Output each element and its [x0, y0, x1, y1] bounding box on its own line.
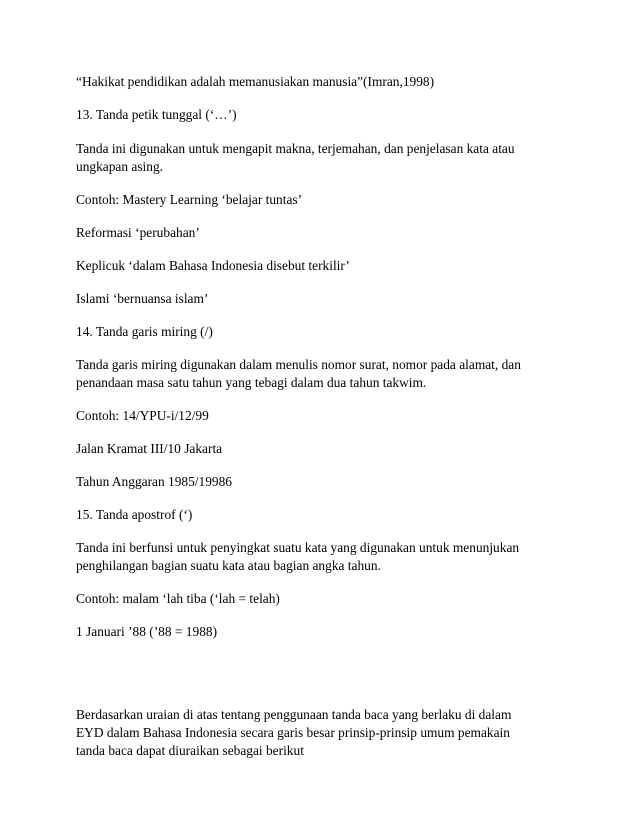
conclusion-line-2: EYD dalam Bahasa Indonesia secara garis besar prinsip-prinsip umum pemakain [76, 725, 510, 740]
example-14-3: Tahun Anggaran 1985/19986 [76, 474, 233, 489]
example-14-1: Contoh: 14/YPU-i/12/99 [76, 408, 209, 423]
example-15-2: 1 Januari ’88 (’88 = 1988) [76, 624, 218, 639]
example-13-4: Islami ‘bernuansa islam’ [76, 291, 209, 306]
paragraph-15-line-1: Tanda ini berfunsi untuk penyingkat suatu kata yang digunakan untuk menunjukan [76, 540, 520, 555]
heading-14: 14. Tanda garis miring (/) [76, 324, 213, 339]
example-13-2: Reformasi ‘perubahan’ [76, 225, 200, 240]
paragraph-13-line-2: ungkapan asing. [76, 159, 164, 174]
example-13-3: Keplicuk ‘dalam Bahasa Indonesia disebut terkilir’ [76, 258, 350, 273]
example-15-1: Contoh: malam ‘lah tiba (‘lah = telah) [76, 591, 280, 606]
paragraph-14-line-2: penandaan masa satu tahun yang tebagi dalam dua tahun takwim. [76, 375, 427, 390]
paragraph-14-line-1: Tanda garis miring digunakan dalam menulis nomor surat, nomor pada alamat, dan [76, 357, 521, 372]
example-13-1: Contoh: Mastery Learning ‘belajar tuntas’ [76, 192, 303, 207]
quote-line: “Hakikat pendidikan adalah memanusiakan manusia”(Imran,1998) [76, 74, 435, 89]
conclusion-line-1: Berdasarkan uraian di atas tentang penggunaan tanda baca yang berlaku di dalam [76, 707, 512, 722]
conclusion-line-3: tanda baca dapat diuraikan sebagai berikut [76, 743, 304, 758]
heading-15: 15. Tanda apostrof (‘) [76, 507, 193, 522]
example-14-2: Jalan Kramat III/10 Jakarta [76, 441, 223, 456]
paragraph-13-line-1: Tanda ini digunakan untuk mengapit makna, terjemahan, dan penjelasan kata atau [76, 141, 515, 156]
heading-13: 13. Tanda petik tunggal (‘…’) [76, 107, 237, 122]
paragraph-15-line-2: penghilangan bagian suatu kata atau bagian angka tahun. [76, 558, 381, 573]
